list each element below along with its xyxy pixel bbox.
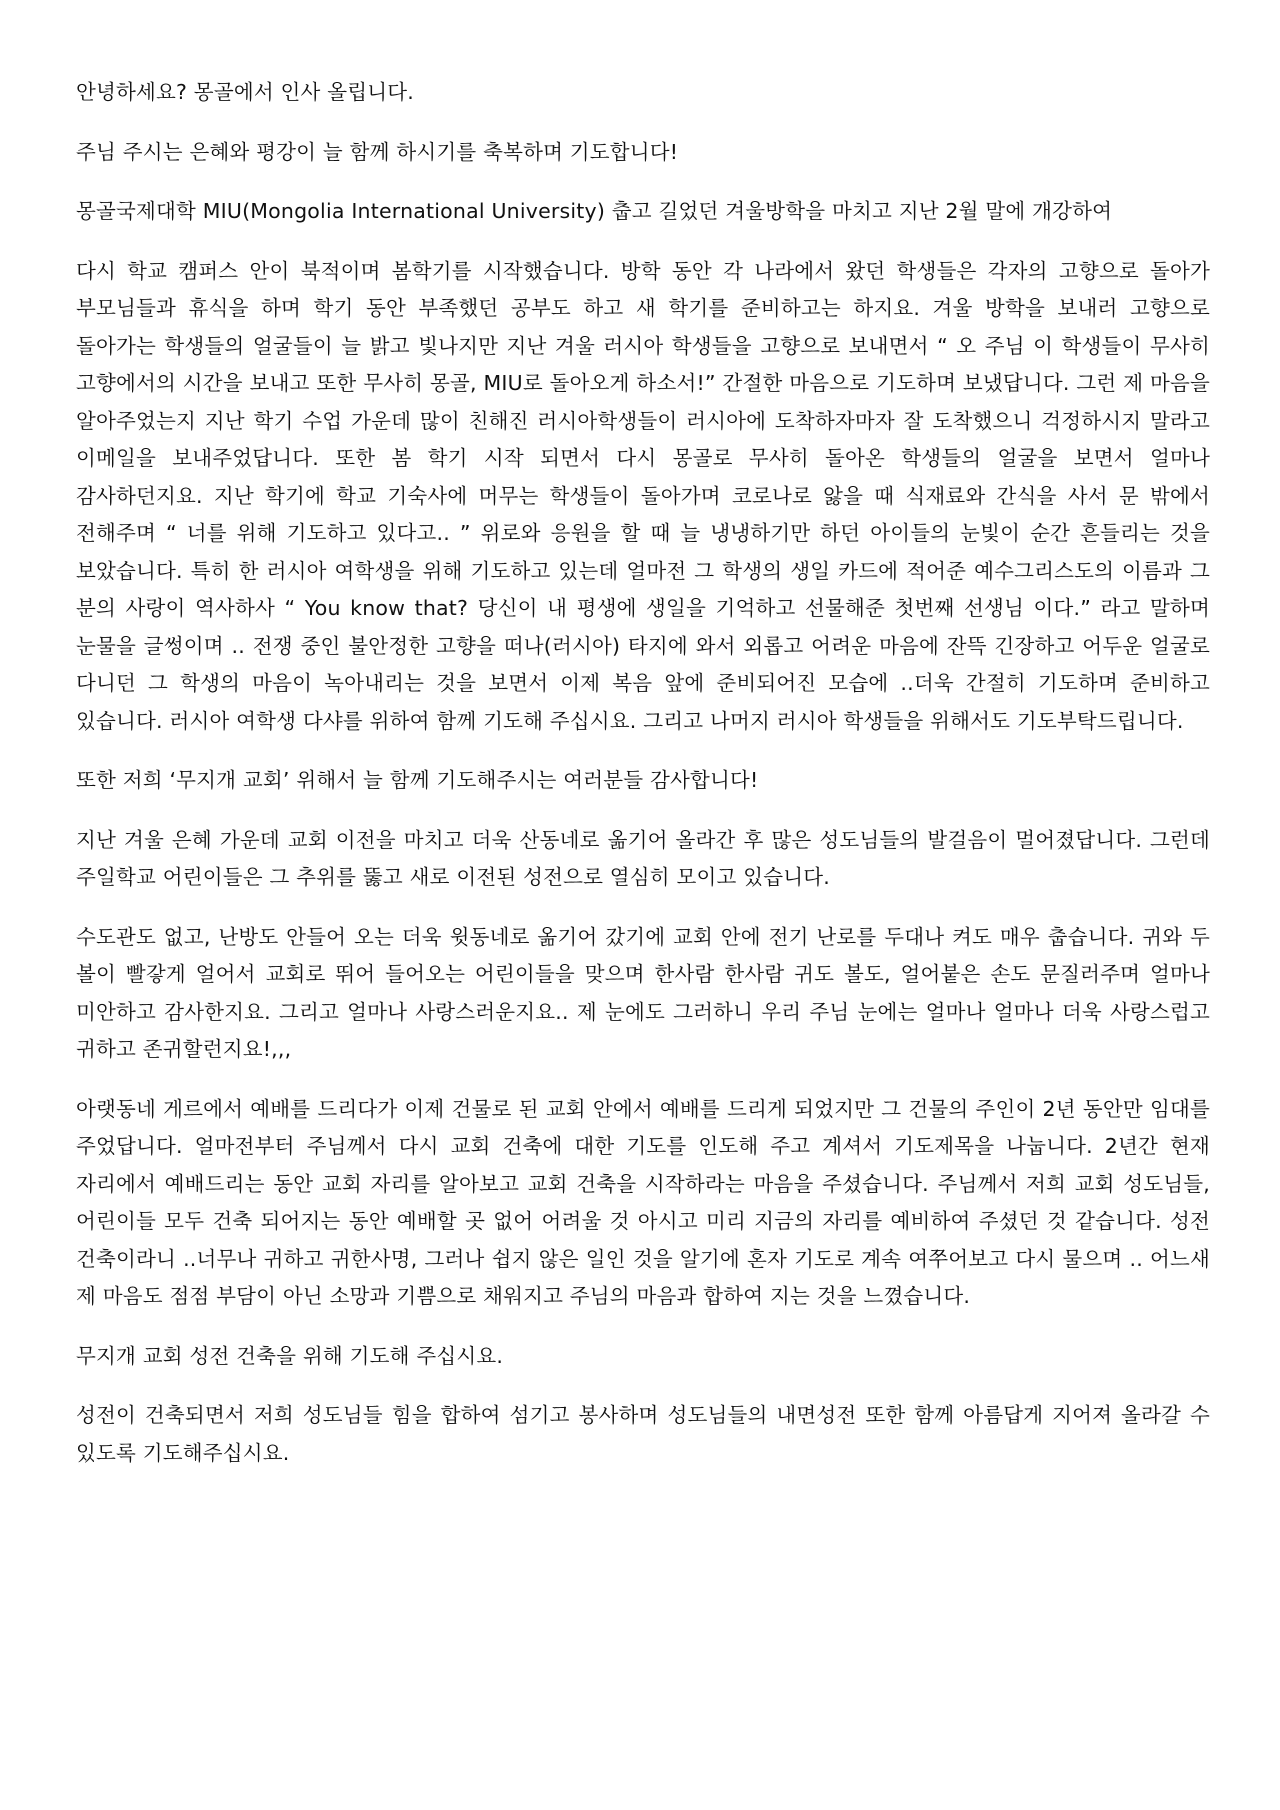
church-relocation-paragraph: 지난 겨울 은혜 가운데 교회 이전을 마치고 더욱 산동네로 옮기어 올라간 후 많은 성도님들의 발걸음이 멀어졌답니다. 그런데 주일학교 어린이들은 그 추위를 뚫고 새로 이전된 성전으로 열심히 모이고 있습니다. (76, 827, 1210, 889)
greeting-paragraph: 안녕하세요? 몽골에서 인사 올립니다. (76, 80, 414, 104)
blessing-paragraph: 주님 주시는 은혜와 평강이 늘 함께 하시기를 축복하며 기도합니다! (76, 139, 679, 164)
church-building-paragraph: 아랫동네 게르에서 예배를 드리다가 이제 건물로 된 교회 안에서 예배를 드리게 되었지만 그 건물의 주인이 2년 동안만 임대를 주었답니다. 얼마전부터 주님께서 다시 교회 건축에 대한 기도를 인도해 주고 계셔서 기도제목을 나눕니다. 2년간 현재 자리에서 예배드리는 동안 교회 자리를 알아보고 교회 건축을 시작하라는 마음을 주셨습니다. 주님께서 저희 교회 성도님들, 어린이들 모두 건축 되어지는 동안 예배할 곳 없어 어려울 것 아시고 미리 지금의 자리를 예비하여 주셨던 것 같습니다. 성전 건축이라니 ..너무나 귀하고 귀한사명, 그러나 쉽지 않은 일인 것을 알기에 혼자 기도로 계속 여쭈어보고 다시 물으며 .. 어느새 제 마음도 점점 부담이 아닌 소망과 기쁨으로 채워지고 주님의 마음과 합하여 지는 것을 느꼈습니다. (76, 1096, 1210, 1308)
cold-church-paragraph: 수도관도 없고, 난방도 안들어 오는 더욱 윗동네로 옮기어 갔기에 교회 안에 전기 난로를 두대나 켜도 매우 춥습니다. 귀와 두 볼이 빨갛게 얼어서 교회로 뛰어 들어오는 어린이들을 맞으며 한사람 한사람 귀도 볼도, 얼어붙은 손도 문질러주며 얼마나 미안하고 감사한지요. 그리고 얼마나 사랑스러운지요.. 제 눈에도 그러하니 우리 주님 눈에는 얼마나 얼마나 더욱 사랑스럽고 귀하고 존귀할런지요!,,, (76, 924, 1210, 1061)
letter-body (76, 74, 1210, 1494)
prayer-request-paragraph: 무지개 교회 성전 건축을 위해 기도해 주십시요. (76, 1343, 504, 1368)
university-intro-paragraph: 몽골국제대학 MIU(Mongolia International University) 춥고 길었던 겨울방학을 마치고 지난 2월 말에 개강하여 (76, 199, 1113, 223)
rainbow-church-thanks-paragraph: 또한 저희 ‘무지개 교회’ 위해서 늘 함께 기도해주시는 여러분들 감사합니다! (76, 768, 759, 792)
russian-students-paragraph: 다시 학교 캠퍼스 안이 북적이며 봄학기를 시작했습니다. 방학 동안 각 나라에서 왔던 학생들은 각자의 고향으로 돌아가 부모님들과 휴식을 하며 학기 동안 부족했던 공부도 하고 새 학기를 준비하고는 하지요. 겨울 방학을 보내러 고향으로 돌아가는 학생들의 얼굴들이 늘 밝고 빛나지만 지난 겨울 러시아 학생들을 고향으로 보내면서 “ 오 주님 이 학생들이 무사히 고향에서의 시간을 보내고 또한 무사히 몽골, MIU로 돌아오게 하소서!” 간절한 마음으로 기도하며 보냈답니다. 그런 제 마음을 알아주었는지 지난 학기 수업 가운데 많이 친해진 러시아학생들이 러시아에 도착하자마자 잘 도착했으니 걱정하시지 말라고 이메일을 보내주었답니다. 또한 봄 학기 시작 되면서 다시 몽골로 무사히 돌아온 학생들의 얼굴을 보면서 얼마나 감사하던지요. 지난 학기에 학교 기숙사에 머무는 학생들이 돌아가며 코로나로 앓을 때 식재료와 간식을 사서 문 밖에서 전해주며 “ 너를 위해 기도하고 있다고.. ” 위로와 응원을 할 때 늘 냉냉하기만 하던 아이들의 눈빛이 순간 흔들리는 것을 보았습니다. 특히 한 러시아 여학생을 위해 기도하고 있는데 얼마전 그 학생의 생일 카드에 적어준 예수그리스도의 이름과 그 분의 사랑이 역사하사 “ You know that? 당신이 내 평생에 생일을 기억하고 선물해준 첫번째 선생님 이다.” 라고 말하며 눈물을 글썽이며 .. 전쟁 중인 불안정한 고향을 떠나(러시아) 타지에 와서 외롭고 어려운 마음에 잔뜩 긴장하고 어두운 얼굴로 다니던 그 학생의 마음이 녹아내리는 것을 보면서 이제 복음 앞에 준비되어진 모습에 ..더욱 간절히 기도하며 준비하고 있습니다. 러시아 여학생 다샤를 위하여 함께 기도해 주십시요. 그리고 나머지 러시아 학생들을 위해서도 기도부탁드립니다. (76, 258, 1210, 733)
closing-prayer-paragraph: 성전이 건축되면서 저희 성도님들 힘을 합하여 섬기고 봉사하며 성도님들의 내면성전 또한 함께 아름답게 지어져 올라갈 수 있도록 기도해주십시요. (76, 1403, 1210, 1465)
